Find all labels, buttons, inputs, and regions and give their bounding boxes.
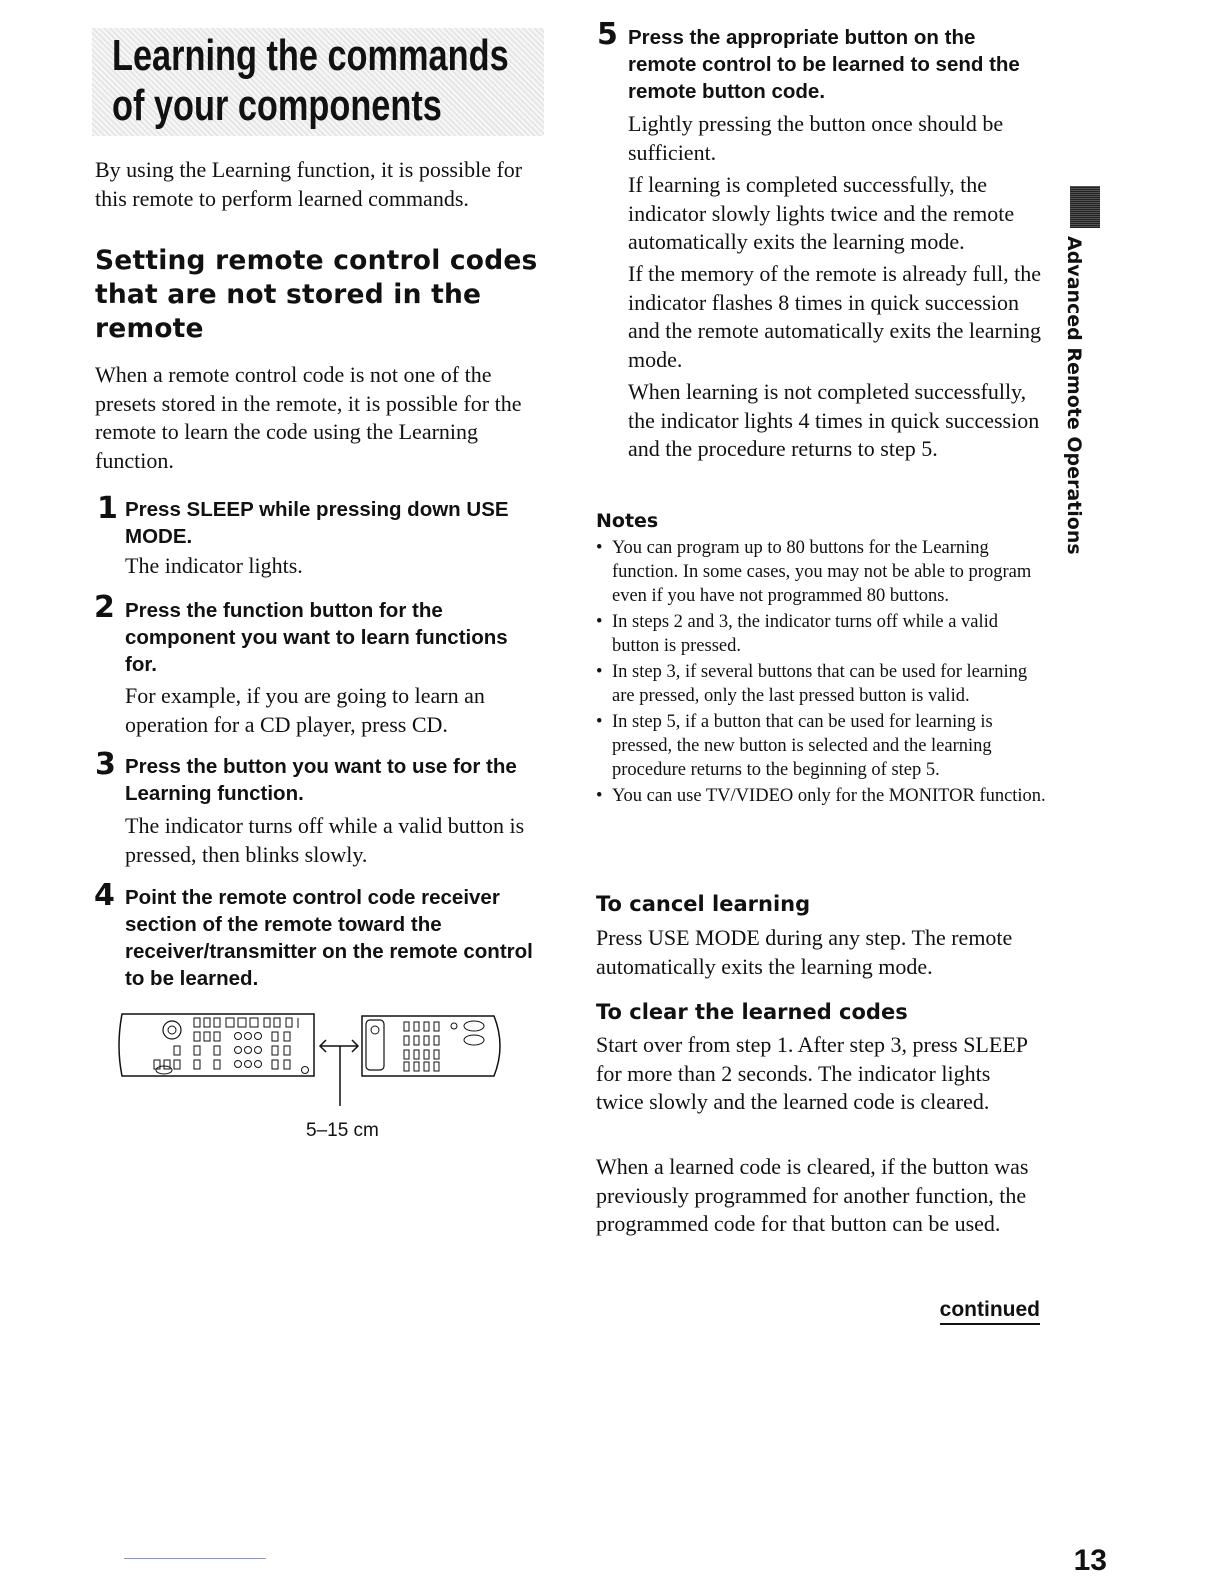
step-5-text-3: If the memory of the remote is already full, the indicator flashes 8 times in quick succession and the remote automatically exits the learning mode. [628,261,1041,372]
cancel-text: Press USE MODE during any step. The remote automatically exits the learning mode. [596,925,1013,979]
note-item: • In step 5, if a button that can be used for learning is pressed, the new button is selected and the learning procedure returns to the beginning of step 5. [596,710,1048,782]
step-2-text: For example, if you are going to learn an operation for a CD player, press CD. [125,683,485,737]
intro-paragraph: By using the Learning function, it is possible for this remote to perform learned commands. [95,157,523,211]
step-5-text-4: When learning is not completed successfully, the indicator lights 4 times in quick succession and the procedure returns to step 5. [628,379,1040,461]
section-intro: When a remote control code is not one of the presets stored in the remote, it is possible for the remote to learn the code using the Learning function. [95,362,522,473]
step-1-heading: Press SLEEP while pressing down USE MODE. [125,498,509,548]
step-2-number: 2 [94,590,115,625]
step-5-text-1: Lightly pressing the button once should be sufficient. [628,111,1004,165]
learning-distance-figure [114,1006,514,1118]
side-tab-marker [1070,186,1100,228]
step-3-text: The indicator turns off while a valid button is pressed, then blinks slowly. [125,813,525,867]
side-tab-label: Advanced Remote Operations [1063,236,1085,555]
step-1-number: 1 [97,491,118,526]
note-item: • You can program up to 80 buttons for the Learning function. In some cases, you may not be able to program even if you have not programmed 80 buttons. [596,536,1048,608]
step-3-number: 3 [95,747,116,782]
clear-text-2: When a learned code is cleared, if the button was previously programmed for another function, the programmed code for that button can be used. [596,1154,1029,1236]
notes-list [596,536,1048,810]
step-5-text-2: If learning is completed successfully, the indicator slowly lights twice and the remote automatically exits the learning mode. [628,172,1015,254]
note-item: • In step 3, if several buttons that can be used for learning are pressed, only the last pressed button is valid. [596,660,1048,708]
step-4-heading: Point the remote control code receiver section of the remote toward the receiver/transmitter on the remote control to be learned. [125,886,533,990]
section-heading: Setting remote control codes that are not stored in the remote [95,245,538,344]
title-banner [92,28,544,136]
cancel-heading: To cancel learning [596,892,811,916]
step-3-heading: Press the button you want to use for the Learning function. [125,755,517,805]
page-title-line-1: Learning the commands [112,31,509,80]
step-4-number: 4 [94,878,115,913]
step-2-heading: Press the function button for the component you want to learn functions for. [125,599,508,676]
step-5-number: 5 [597,17,618,52]
clear-text-1: Start over from step 1. After step 3, press SLEEP for more than 2 seconds. The indicator lights twice slowly and the learned code is cleared. [596,1032,1028,1114]
note-item: • You can use TV/VIDEO only for the MONITOR function. [596,784,1048,808]
note-item: • In steps 2 and 3, the indicator turns off while a valid button is pressed. [596,610,1048,658]
clear-heading: To clear the learned codes [596,1000,908,1024]
continued-label: continued [940,1298,1040,1325]
page-number: 13 [1073,1544,1107,1577]
page-title-line-2: of your components [112,81,442,130]
notes-heading: Notes [596,510,659,532]
footer-rule [124,1558,266,1559]
step-5-heading: Press the appropriate button on the remote control to be learned to send the remote button code. [628,26,1020,103]
step-1-text: The indicator lights. [125,553,303,578]
distance-label: 5–15 cm [306,1120,379,1141]
